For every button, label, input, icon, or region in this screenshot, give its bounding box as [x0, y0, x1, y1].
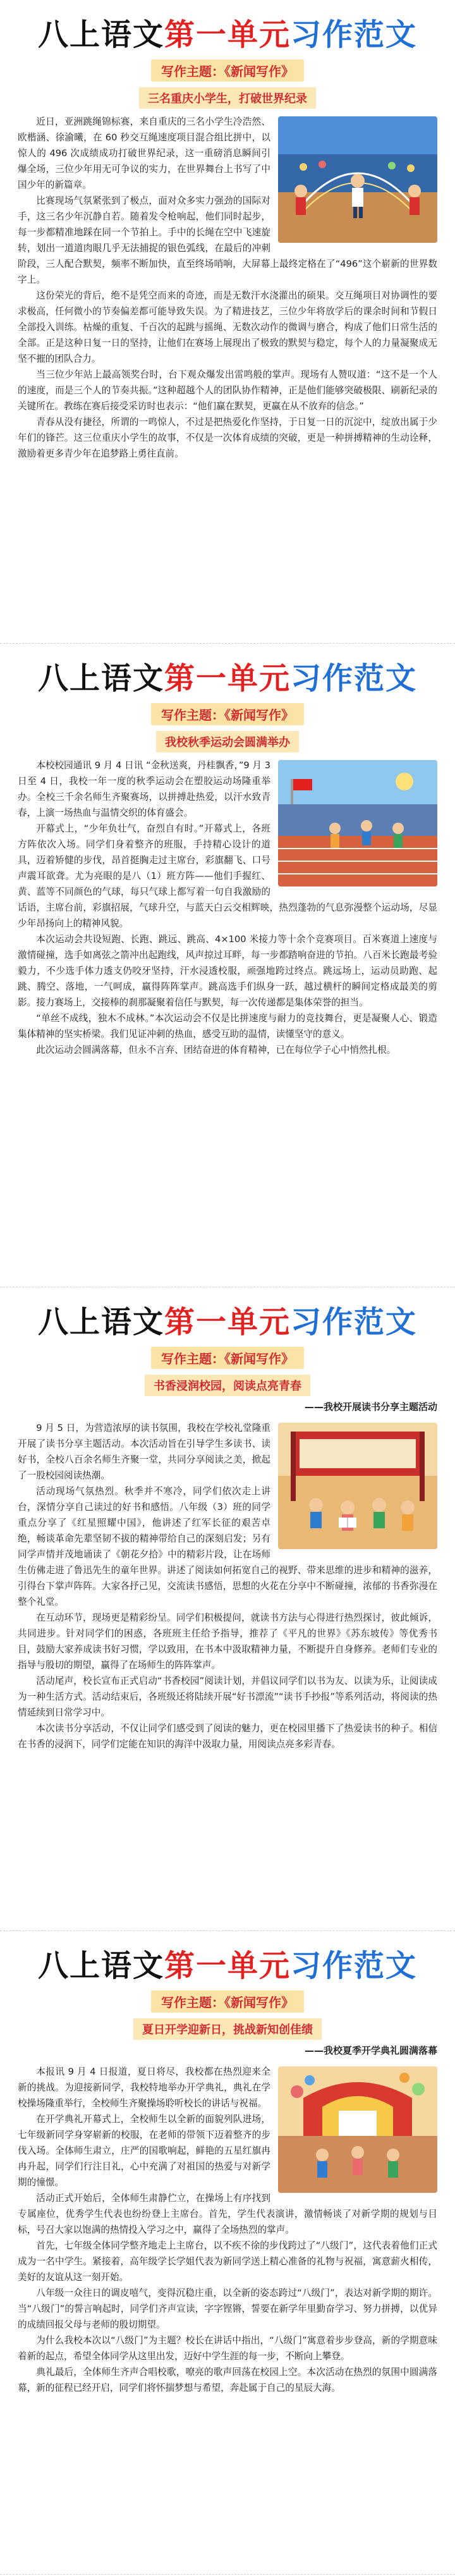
sports-meet-illustration-icon	[278, 760, 437, 886]
news-headline	[18, 87, 437, 107]
essay-page-4	[0, 1931, 455, 2575]
essay-paragraph: 9 月 5 日，为营造浓厚的读书氛围，我校在学校礼堂隆重开展了读书分享主题活动。本次活动旨在引导学生多读书、读好书，全校八百余名师生齐聚一堂，共同分享阅读之美，掀起了一股校园阅读热潮。	[18, 1423, 270, 1481]
writing-theme-label: 写作主题：《新闻写作》	[151, 1347, 304, 1369]
title-part-unit: 第一单元	[164, 1304, 291, 1340]
news-headline-label: 我校秋季运动会圆满举办	[156, 731, 299, 752]
essay-paragraph: 首先，七年级全体同学整齐地走上主席台，以不疾不徐的步伐跨过了“八级门”，这代表着他们正式成为一名中学生。紧接着，高年级学长学姐代表为新同学送上精心准备的礼物与祝福，寓意薪火相传，美好的友谊从这一刻开始。	[18, 2240, 437, 2283]
essay-paragraph: 活动现场气氛热烈。秋季并不寒冷，同学们依次走上讲台，深情分享自己读过的好书和感悟。八年级（3）班的同学重点分享了《红星照耀中国》，他讲述了红军长征的艰苦卓绝，畅谈革命先辈坚韧不拔的精神带给自己的深刻启发；另有同学声情并茂地诵读了《朝花夕拾》中的精彩片段，让在场师生仿佛走进了鲁迅先生的童年世界。讲述了阅读如何拓宽自己的视野、带来思维的进步和精神的滋养，引得台下掌声阵阵。大家各抒己见，交流读书感悟，思想的火花在分享中不断碰撞，浓郁的书香弥漫在整个礼堂。	[18, 1486, 437, 1607]
writing-theme-label: 写作主题：《新闻写作》	[151, 59, 304, 82]
essay-paragraph: 本次读书分享活动，不仅让同学们感受到了阅读的魅力，更在校园里播下了热爱读书的种子。相信在书香的浸润下，同学们定能在知识的海洋中汲取力量，用阅读点亮多彩青春。	[18, 1723, 437, 1750]
jump-rope-illustration	[278, 116, 437, 243]
title-part-grade: 八上语文	[37, 1948, 164, 1984]
essay-paragraph: 近日，亚洲跳绳锦标赛，来自重庆的三名小学生冷浩然、欧楷涵、徐渝曦，在 60 秒交互绳速度项目混合组比拼中，以惊人的 496 次成绩成功打破世界纪录，这一重磅消息瞬间引爆全场，三位少年用无可争议的实力，在世界舞台上书写了中国少年的新篇章。	[18, 116, 270, 190]
news-headline	[18, 1375, 437, 1395]
news-subheadline: ——我校夏季开学典礼圆满落幕	[304, 2045, 437, 2056]
sports-meet-illustration	[278, 760, 437, 886]
title-part-unit: 第一单元	[164, 17, 291, 52]
writing-theme-label: 写作主题：《新闻写作》	[151, 703, 304, 725]
essay-body	[18, 757, 437, 1058]
writing-theme	[18, 1347, 437, 1368]
news-headline-label: 夏日开学迎新日，挑战新知创佳绩	[133, 2018, 322, 2040]
title-part-grade: 八上语文	[37, 1304, 164, 1340]
page-title	[18, 14, 437, 56]
essay-paragraph: 活动正式开始后，全体师生肃静伫立，在操场上有序找到专属座位，优秀学生代表也纷纷登上主席台。首先，学生代表演讲，激情畅谈了对新学期的规划与目标，号召大家以饱满的热情投入学习之中，赢得了全场热烈的掌声。	[18, 2193, 437, 2235]
essay-paragraph: 八年级一众往日的调皮嘻气，变得沉稳庄重，以全新的姿态跨过“八级门”，表达对新学期的期许。当“八级门”的誓言响起时，同学们齐声宣读，字字铿锵，誓要在新学年里勤奋学习、努力拼搏，以优异的成绩回报父母与老师的殷切期望。	[18, 2288, 437, 2330]
page-title	[18, 1301, 437, 1343]
essay-paragraph: 在开学典礼开幕式上，全校师生以全新的面貌列队进场，七年级新同学身穿崭新的校服，在老师的带领下迈着整齐的步伐入场。全体师生肃立，庄严的国歌响起，鲜艳的五星红旗冉冉升起，同学们行注目礼，心中充满了对祖国的热爱与对新学期的憧憬。	[18, 2114, 270, 2188]
title-part-sample: 习作范文	[291, 1304, 418, 1340]
essay-paragraph: 这份荣光的背后，绝不是凭空而来的奇迹，而是无数汗水浇灌出的硕果。交互绳项目对协调性的要求极高，任何微小的节奏偏差都可能导致失误。为了精进技艺，三位少年将放学后的课余时间和节假日全部投入训练。枯燥的重复、千百次的起跳与摇绳、无数次动作的微调与磨合，构成了他们日常生活的全部。正是这种日复一日的坚持，让他们在赛场上展现出了极致的默契与稳定，每个人的力量凝聚成无坚不摧的团队合力。	[18, 290, 437, 364]
writing-theme	[18, 703, 437, 725]
essay-paragraph: 为什么我校本次以“八级门”为主题？校长在讲话中指出，“八级门”寓意着步步登高，新的学期意味着新的起点，希望全体同学从这里出发，迈好中学生涯的每一步，不断向上攀登。	[18, 2335, 437, 2362]
opening-ceremony-illustration-icon	[278, 2066, 437, 2193]
writing-theme	[18, 59, 437, 81]
title-part-unit: 第一单元	[164, 661, 291, 696]
essay-page-1	[0, 0, 455, 644]
news-headline-label: 三名重庆小学生，打破世界纪录	[139, 87, 316, 109]
jump-rope-illustration-icon	[278, 116, 437, 243]
title-part-sample: 习作范文	[291, 1948, 418, 1984]
essay-paragraph: “单丝不成线，独木不成林。”本次运动会不仅是比拼速度与耐力的竞技舞台，更是凝聚人心、锻造集体精神的坚实桥梁。我们见证冲刺的热血，感受互助的温情，读懂坚守的意义。	[18, 1013, 437, 1040]
essay-paragraph: 本校校园通讯 9 月 4 日讯 “金秋送爽，丹桂飘香，”9 月 3 日至 4 日，我校一年一度的秋季运动会在塑胶运动场隆重举办。全校三千余名师生齐聚赛场，以拼搏赴热爱，以汗水致青春，上演一场热血与温情交织的体育盛会。	[18, 760, 270, 818]
writing-theme	[18, 1990, 437, 2012]
title-part-sample: 习作范文	[291, 17, 418, 52]
reading-event-illustration	[278, 1423, 437, 1549]
essay-body	[18, 1420, 437, 1752]
essay-paragraph: 当三位少年站上最高领奖台时，台下观众爆发出雷鸣般的掌声。现场有人赞叹道：“这不是一个人的速度，而是三个人的节奏共振。”这种超越个人的团队协作精神，正是他们能够突破极限、刷新纪录的关键所在。教练在赛后接受采访时也表示：“他们赢在默契，更赢在从不放弃的信念。”	[18, 369, 437, 412]
reading-event-illustration-icon	[278, 1423, 437, 1549]
essay-paragraph: 本报讯 9 月 4 日报道，夏日将尽，我校都在热烈迎来全新的挑战。为迎接新同学，我校特地举办开学典礼，典礼在学校操场隆重举行，全校师生齐聚操场聆听校长的讲话与祝福。	[18, 2066, 270, 2109]
title-part-sample: 习作范文	[291, 661, 418, 696]
essay-paragraph: 青春从没有捷径，所谓的一鸣惊人，不过是把热爱化作坚持，于日复一日的沉淀中，绽放出属于少年们的锋芒。这三位重庆小学生的故事，不仅是一次体育成绩的突破，更是一种拼搏精神的生动诠释，激励着更多青少年在追梦路上勇往直前。	[18, 417, 437, 459]
title-part-unit: 第一单元	[164, 1948, 291, 1984]
title-part-grade: 八上语文	[37, 17, 164, 52]
essay-paragraph: 本次运动会共设短跑、长跑、跳远、跳高、4×100 米接力等十余个竞赛项目。百米赛道上速度与激情碰撞，选手如离弦之箭冲出起跑线，风声掠过耳畔，每一步都踏响奋进的节拍。八百米长跑最考验毅力，不少选手体力透支仍咬牙坚持，汗水浸透校服，顽强地跨过终点。跳远场上，运动员助跑、起跳、腾空、落地，一气呵成，赢得阵阵掌声。跳高选手们纵身一跃，越过横杆的瞬间定格成最美的剪影。接力赛场上，交接棒的刹那凝聚着信任与默契，每一次传递都是集体荣誉的担当。	[18, 934, 437, 1008]
essay-page-3	[0, 1287, 455, 1931]
page-title	[18, 658, 437, 699]
essay-body	[18, 2064, 437, 2396]
essay-paragraph: 开幕式上，“少年负壮气，奋烈自有时。”开幕式上，各班方阵依次入场。同学们身着整齐的班服，手持精心设计的道具，迈着矫健的步伐，昂首挺胸走过主席台，彩旗翻飞、口号声震耳欲聋。尤为亮眼的是八（1）班方阵——他们手握红、黄、蓝等不同颜色的气球，每只气球上都写着一句自我激励的话语，主席台前，彩旗招展，气球升空，与蓝天白云交相辉映，热烈蓬勃的气息弥漫整个运动场，尽显少年昂扬向上的精神风貌。	[18, 823, 437, 929]
news-headline	[18, 2018, 437, 2039]
news-headline-label: 书香浸润校园，阅读点亮青春	[145, 1375, 310, 1396]
page-title	[18, 1945, 437, 1987]
writing-theme-label: 写作主题：《新闻写作》	[151, 1990, 304, 2013]
news-headline	[18, 731, 437, 751]
essay-paragraph: 此次运动会圆满落幕，但永不言弃、团结奋进的体育精神，已在每位学子心中悄然扎根。	[36, 1045, 396, 1055]
essay-paragraph: 在互动环节，现场更是精彩纷呈。同学们积极提问，就读书方法与心得进行热烈探讨，彼此倾诉，共同进步。针对同学们的困惑，各班班主任给予指导，推荐了《平凡的世界》《苏东坡传》等优秀书目，鼓励大家养成读书好习惯，学以致用，在书本中汲取精神力量，不断提升自身修养。老师们专业的指导与殷切的期望，赢得了在场师生的阵阵掌声。	[18, 1612, 437, 1671]
essay-paragraph: 比赛现场气氛紧张到了极点，面对众多实力强劲的国际对手，这三名少年沉静自若。随着发令枪响起，他们同时起步，每一步都精准地踩在同一个节拍上。手中的长绳在空中飞速旋转，划出一道道肉眼几乎无法捕捉的银色弧线，在最后的冲刺阶段，三人配合默契，频率不断加快，直至终场哨响，大屏幕上最终定格在了“496”这个崭新的世界数字上。	[18, 195, 437, 285]
title-part-grade: 八上语文	[37, 661, 164, 696]
essay-paragraph: 活动尾声，校长宣布正式启动“书香校园”阅读计划，并倡议同学们以书为友、以读为乐，让阅读成为一种生活方式。活动结束后，各班级还将陆续开展“好书漂流”“读书手抄报”等系列活动，将阅读的热情延续到日常学习中。	[18, 1676, 437, 1718]
news-subheadline: ——我校开展读书分享主题活动	[304, 1401, 437, 1413]
essay-paragraph: 典礼最后，全体师生齐声合唱校歌，嘹亮的歌声回荡在校园上空。本次活动在热烈的氛围中圆满落幕，新的征程已经开启，同学们将怀揣梦想与希望，奔赴属于自己的星辰大海。	[18, 2367, 437, 2393]
opening-ceremony-illustration	[278, 2066, 437, 2193]
essay-body	[18, 114, 437, 462]
essay-page-2	[0, 644, 455, 1287]
